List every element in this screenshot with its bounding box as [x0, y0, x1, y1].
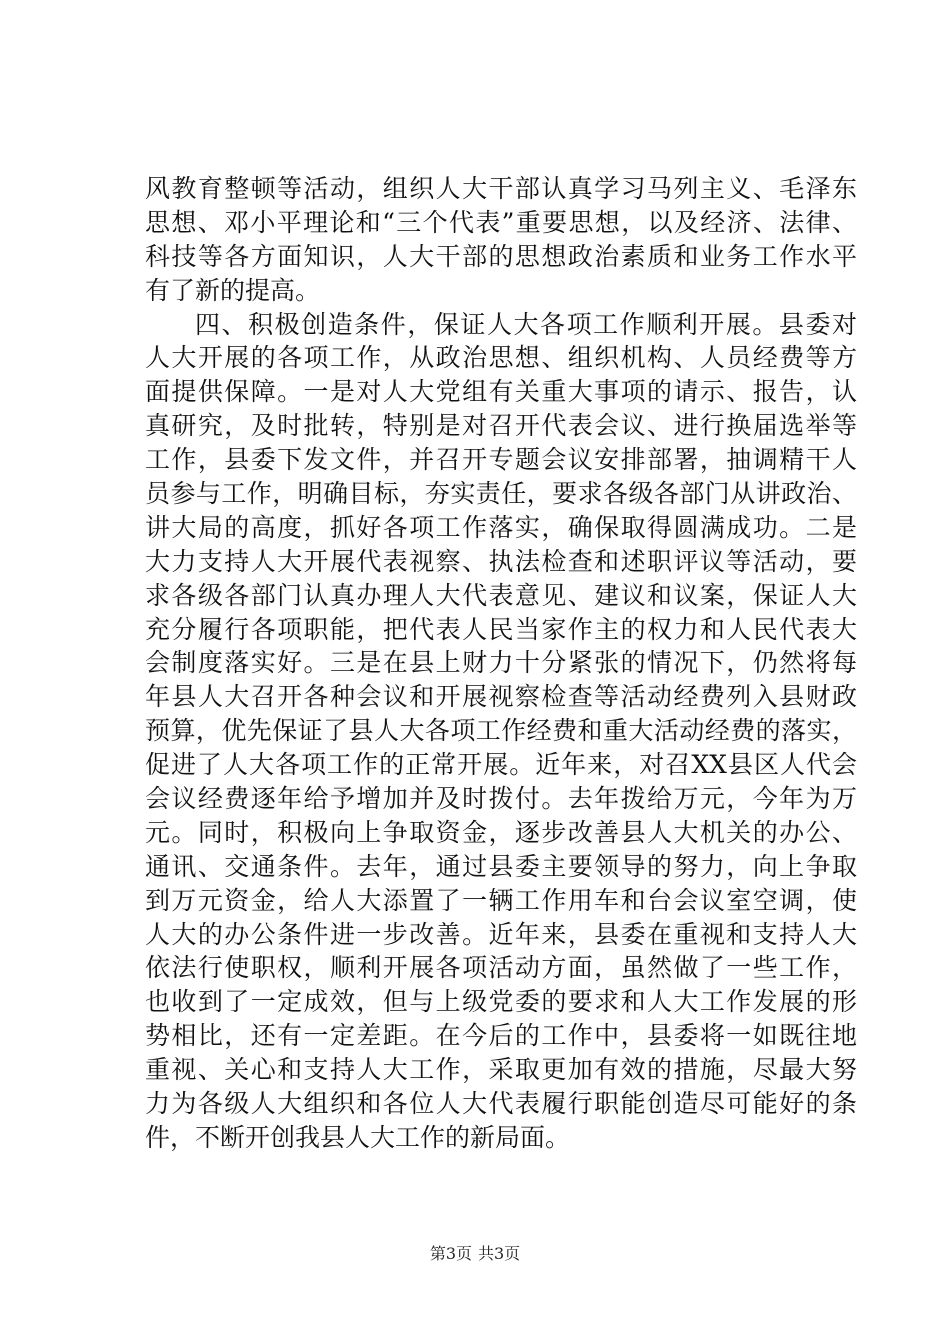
- text-line: 促进了人大各项工作的正常开展。近年来，对召XX县区人代会: [145, 750, 857, 780]
- page-number: 第3页: [429, 1244, 472, 1263]
- text-line: 预算，优先保证了县人大各项工作经费和重大活动经费的落实，: [145, 716, 857, 746]
- text-line: 风教育整顿等活动，组织人大干部认真学习马列主义、毛泽东: [145, 174, 857, 203]
- text-line: 也收到了一定成效，但与上级党委的要求和人大工作发展的形: [145, 987, 857, 1017]
- text-line: 依法行使职权，顺利开展各项活动方面，虽然做了一些工作，: [145, 953, 857, 983]
- text-line: 人大开展的各项工作，从政治思想、组织机构、人员经费等方: [145, 343, 857, 373]
- text-line: 年县人大召开各种会议和开展视察检查等活动经费列入县财政: [145, 682, 857, 712]
- text-line: 力为各级人大组织和各位人大代表履行职能创造尽可能好的条: [145, 1089, 857, 1119]
- text-line: 工作，县委下发文件，并召开专题会议安排部署，抽调精干人: [145, 445, 857, 475]
- text-line: 重视、关心和支持人大工作，采取更加有效的措施，尽最大努: [145, 1055, 857, 1085]
- text-line: 通讯、交通条件。去年，通过县委主要领导的努力，向上争取: [145, 851, 857, 881]
- text-line: 充分履行各项职能，把代表人民当家作主的权力和人民代表大: [145, 614, 857, 644]
- text-line: 到万元资金，给人大添置了一辆工作用车和台会议室空调，使: [145, 885, 857, 915]
- text-line: 有了新的提高。: [145, 275, 321, 305]
- text-line: 大力支持人大开展代表视察、执法检查和述职评议等活动，要: [145, 546, 857, 576]
- body-text: [145, 172, 857, 1155]
- text-line: 会制度落实好。三是在县上财力十分紧张的情况下，仍然将每: [145, 648, 857, 678]
- page-total: 共3页: [478, 1244, 521, 1263]
- text-line: 讲大局的高度，抓好各项工作落实，确保取得圆满成功。二是: [145, 512, 857, 542]
- text-line: 求各级各部门认真办理人大代表意见、建议和议案，保证人大: [145, 580, 857, 610]
- text-line: 元。同时，积极向上争取资金，逐步改善县人大机关的办公、: [145, 817, 857, 847]
- text-line: 件，不断开创我县人大工作的新局面。: [145, 1122, 571, 1152]
- paragraph-start-line: 四、积极创造条件，保证人大各项工作顺利开展。县委对: [195, 309, 857, 339]
- text-line: 员参与工作，明确目标，夯实责任，要求各级各部门从讲政治、: [145, 479, 857, 509]
- text-line: 会议经费逐年给予增加并及时拨付。去年拨给万元，今年为万: [145, 784, 857, 814]
- text-line: 思想、邓小平理论和“三个代表”重要思想，以及经济、法律、: [145, 207, 857, 237]
- text-line: 势相比，还有一定差距。在今后的工作中，县委将一如既往地: [145, 1021, 857, 1051]
- text-line: 面提供保障。一是对人大党组有关重大事项的请示、报告，认: [145, 377, 857, 407]
- page-footer: [0, 1243, 950, 1265]
- text-line: 人大的办公条件进一步改善。近年来，县委在重视和支持人大: [145, 919, 857, 949]
- text-line: 科技等各方面知识，人大干部的思想政治素质和业务工作水平: [145, 241, 857, 271]
- text-line: 真研究，及时批转，特别是对召开代表会议、进行换届选举等: [145, 411, 857, 441]
